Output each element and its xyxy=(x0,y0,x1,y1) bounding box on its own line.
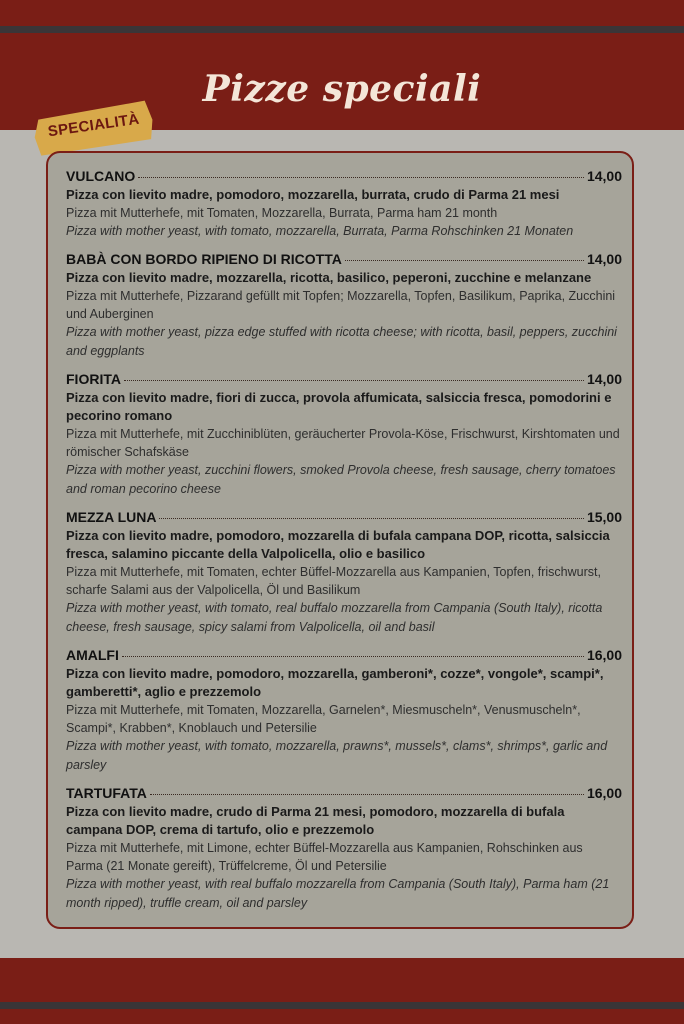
item-price: 14,00 xyxy=(586,168,622,184)
menu-item-amalfi xyxy=(66,646,622,775)
badge-label: SPECIALITÀ xyxy=(46,110,141,141)
item-price: 14,00 xyxy=(586,251,622,267)
item-name: FIORITA xyxy=(66,371,121,387)
item-description-de: Pizza mit Mutterhefe, mit Tomaten, Mozzarella, Burrata, Parma ham 21 month xyxy=(66,206,498,220)
item-description-de: Pizza mit Mutterhefe, mit Tomaten, Mozzarella, Garnelen*, Miesmuscheln*, Venusmuscheln*, Scampi*, Krabben*, Knoblauch und Petersilie xyxy=(66,703,581,735)
item-description-en: Pizza with mother yeast, with tomato, real buffalo mozzarella from Campania (South Italy), ricotta cheese, fresh sausage, spicy salami from Valpolicella, oil and basil xyxy=(66,601,603,634)
menu-item-mezza-luna xyxy=(66,508,622,637)
item-description-en: Pizza with mother yeast, with tomato, mozzarella, prawns*, mussels*, clams*, shrimps*, garlic and parsley xyxy=(66,739,608,772)
item-description-en: Pizza with mother yeast, pizza edge stuffed with ricotta cheese; with ricotta, basil, peppers, zucchini and eggplants xyxy=(66,325,617,358)
leader-dots xyxy=(150,794,584,795)
leader-dots xyxy=(124,380,584,381)
menu-item-baba xyxy=(66,250,622,361)
item-description-en: Pizza with mother yeast, zucchini flowers, smoked Provola cheese, fresh sausage, cherry tomatoes and roman pecorino cheese xyxy=(66,463,616,496)
item-description-it: Pizza con lievito madre, crudo di Parma 21 mesi, pomodoro, mozzarella di bufala campana DOP, crema di tartufo, olio e prezzemolo xyxy=(66,804,565,837)
footer-band xyxy=(0,958,684,1024)
item-name: TARTUFATA xyxy=(66,785,147,801)
item-description-it: Pizza con lievito madre, pomodoro, mozzarella di bufala campana DOP, ricotta, salsiccia fresca, salamino piccante della Valpolicella, olio e basilico xyxy=(66,528,610,561)
leader-dots xyxy=(138,177,584,178)
menu-item-vulcano xyxy=(66,167,622,241)
item-description-it: Pizza con lievito madre, mozzarella, ricotta, basilico, peperoni, zucchine e melanzane xyxy=(66,270,592,285)
item-price: 15,00 xyxy=(586,509,622,525)
leader-dots xyxy=(159,518,583,519)
page-title: Pizze speciali xyxy=(202,68,482,110)
item-description-it: Pizza con lievito madre, pomodoro, mozzarella, gamberoni*, cozze*, vongole*, scampi*, gamberetti*, aglio e prezzemolo xyxy=(66,666,604,699)
item-price: 16,00 xyxy=(586,647,622,663)
leader-dots xyxy=(345,260,584,261)
item-description-en: Pizza with mother yeast, with real buffalo mozzarella from Campania (South Italy), Parma ham (21 month ripped), truffle cream, oil and parsley xyxy=(66,877,610,910)
footer-stripe xyxy=(0,1002,684,1009)
item-name: AMALFI xyxy=(66,647,119,663)
item-price: 16,00 xyxy=(586,785,622,801)
item-description-it: Pizza con lievito madre, pomodoro, mozzarella, burrata, crudo di Parma 21 mesi xyxy=(66,187,560,202)
menu-card xyxy=(46,151,634,929)
item-description-de: Pizza mit Mutterhefe, mit Zucchiniblüten, geräucherter Provola-Köse, Frischwurst, Kirshtomaten und römischer Schafskäse xyxy=(66,427,620,459)
item-name: MEZZA LUNA xyxy=(66,509,157,525)
item-description-de: Pizza mit Mutterhefe, Pizzarand gefüllt mit Topfen; Mozzarella, Topfen, Basilikum, Paprika, Zucchini und Auberginen xyxy=(66,289,616,321)
leader-dots xyxy=(122,656,584,657)
item-description-de: Pizza mit Mutterhefe, mit Limone, echter Büffel-Mozzarella aus Kampanien, Rohschinken aus Parma (21 Monate gereift), Trüffelcreme, Öl und Petersilie xyxy=(66,841,583,873)
item-name: VULCANO xyxy=(66,168,136,184)
item-description-en: Pizza with mother yeast, with tomato, mozzarella, Burrata, Parma Rohschinken 21 Monaten xyxy=(66,224,574,238)
menu-item-tartufata xyxy=(66,784,622,913)
item-price: 14,00 xyxy=(586,371,622,387)
item-description-de: Pizza mit Mutterhefe, mit Tomaten, echter Büffel-Mozzarella aus Kampanien, Topfen, frischwurst, scharfe Salami aus der Valpolicella, Öl und Basilikum xyxy=(66,565,601,597)
item-description-it: Pizza con lievito madre, fiori di zucca, provola affumicata, salsiccia fresca, pomodorini e pecorino romano xyxy=(66,390,612,423)
header-stripe xyxy=(0,26,684,33)
menu-item-fiorita xyxy=(66,370,622,499)
item-name: BABÀ CON BORDO RIPIENO DI RICOTTA xyxy=(66,251,342,267)
